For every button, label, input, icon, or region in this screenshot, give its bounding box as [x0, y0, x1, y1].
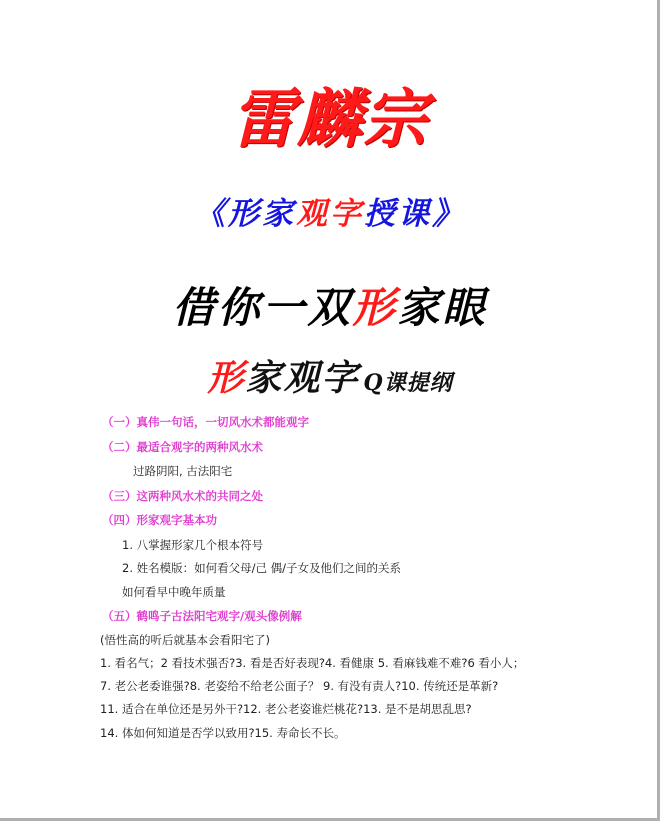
- outline-item: 2. 姓名模版：如何看父母/己 偶/子女及他们之间的关系: [122, 561, 402, 575]
- outline-item: (悟性高的听后就基本会看阳宅了): [100, 633, 270, 647]
- subtitle-part-1: 形家: [228, 196, 296, 232]
- slogan-part-3: 家眼: [397, 283, 488, 332]
- slogan-part-1: 借你一双: [172, 283, 353, 332]
- heading-part-2: 家观字: [245, 357, 360, 399]
- subtitle-part-3: 授课: [364, 196, 432, 232]
- outline-item: 1. 看名气；2 看技术强否?3. 看是否好表现?4. 看健康 5. 看麻钱难不难?6 看小人；: [100, 656, 525, 670]
- outline-section-heading: （三）这两种风水术的共同之处: [102, 489, 263, 503]
- outline-section-heading: （一）真伟一句话，一切风水术都能观字: [102, 415, 309, 429]
- heading-part-3: Q课提纲: [363, 370, 453, 396]
- outline-item: 14. 体如何知道是否学以致用?15. 寿命长不长。: [100, 726, 346, 740]
- outline-item: 如何看早中晚年质量: [122, 585, 226, 599]
- outline-section-heading: （四）形家观字基本功: [102, 513, 217, 527]
- slogan-part-2: 形: [352, 283, 398, 332]
- subtitle-close-bracket: 》: [432, 196, 466, 232]
- outline-item: 过路阴阳, 古法阳宅: [133, 464, 233, 478]
- outline-item: 11. 适合在单位还是另外干?12. 老公老姿谁烂桃花?13. 是不是胡思乱思?: [100, 702, 472, 716]
- outline-section-heading: （二）最适合观字的两种风水术: [102, 440, 263, 454]
- heading-part-1: 形: [207, 357, 246, 399]
- subtitle-open-bracket: 《: [194, 196, 228, 232]
- outline-item: 7. 老公老委谁强?8. 老姿给不给老公面子？ 9. 有没有责人?10. 传统还是革新?: [100, 679, 499, 693]
- subtitle-part-2: 观字: [296, 196, 364, 232]
- outline-section-heading: （五）鹤鸣子古法阳宅观字/观头像例解: [102, 609, 302, 623]
- outline-item: 1. 八掌握形家几个根本符号: [122, 538, 264, 552]
- document-title: 雷麟宗: [231, 82, 429, 157]
